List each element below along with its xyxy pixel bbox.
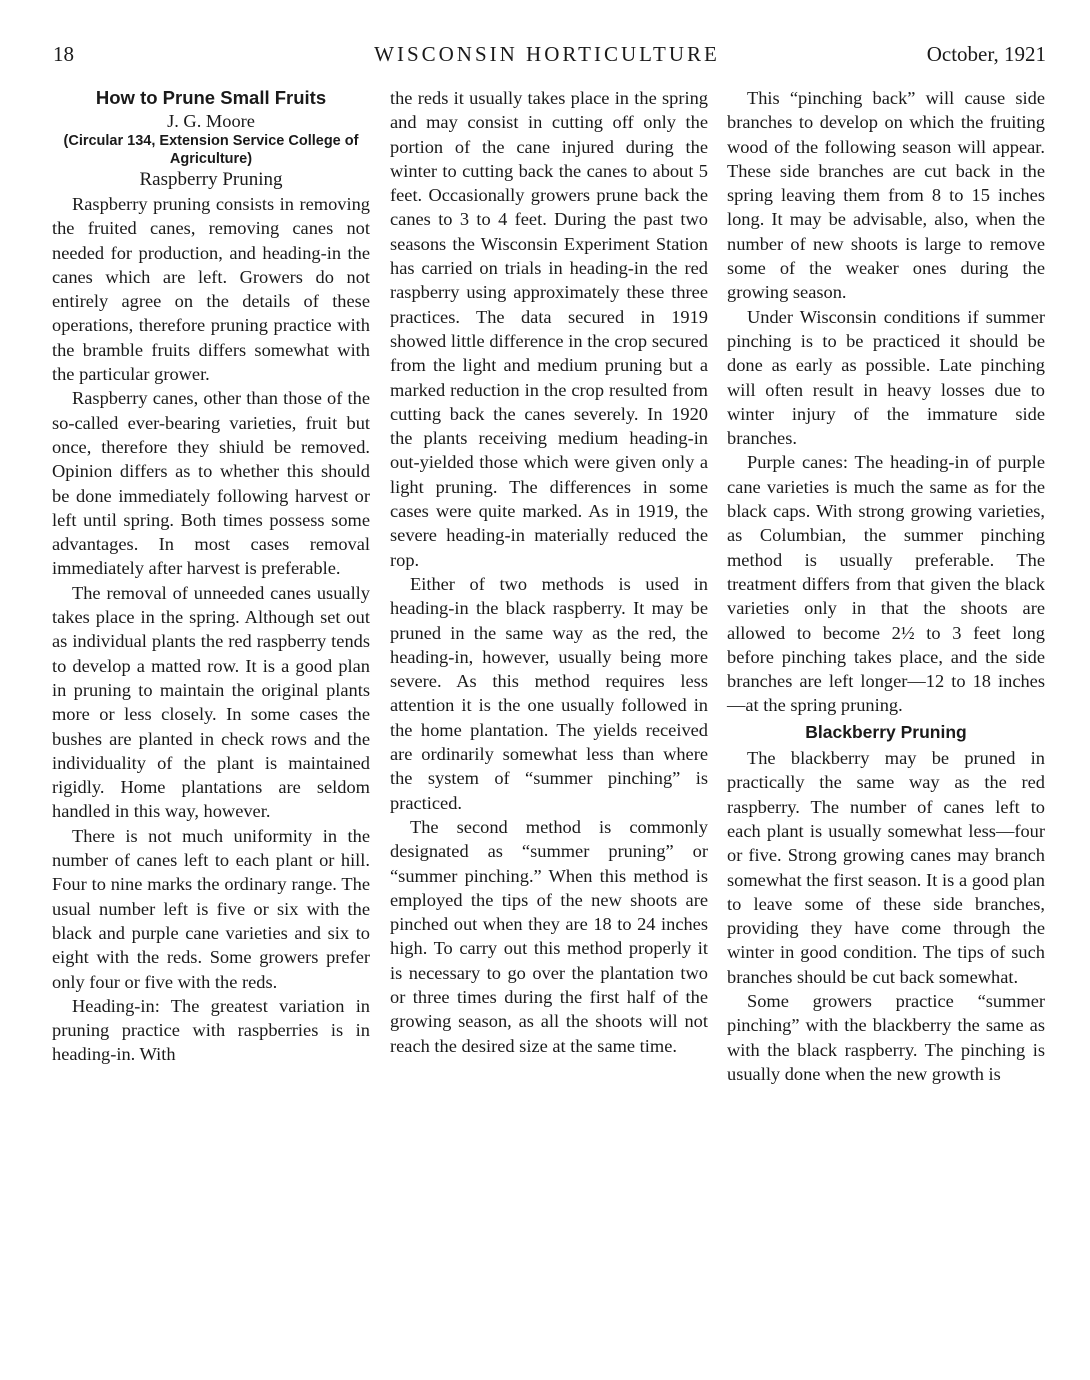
article-subtitle: Raspberry Pruning bbox=[139, 169, 283, 190]
section-heading: Blackberry Pruning bbox=[805, 721, 967, 742]
paragraph: Either of two methods is used in heading-in the black raspberry. It may be pruned in the same way as the red, the heading-in, however, usually being more severe. As this method requires less attention it is the one usually followed in the home plantation. The yields received are ordinarily somewhat less than where the system of “summer pinching” is practiced. bbox=[390, 573, 708, 813]
issue-date: October, 1921 bbox=[926, 42, 1046, 66]
page-header bbox=[48, 42, 1046, 72]
paragraph: Under Wisconsin conditions if summer pinching is to be practiced it should be done as early as possible. Late pinching will often result in heavy losses due to winter injury of the immature side branches. bbox=[727, 306, 1045, 449]
paragraph: The removal of unneeded canes usually takes place in the spring. Although set out as individual plants the red raspberry tends to develop a matted row. It is a good plan in pruning to maintain the original plants more or less closely. In some cases the bushes are planted in check rows and the individuality of the plant is maintained rigidly. Home plantations are seldom handled in this way, however. bbox=[52, 582, 370, 822]
column-2 bbox=[390, 86, 708, 1058]
article-author: J. G. Moore bbox=[167, 111, 255, 131]
paragraph: The second method is commonly designated as “summer pruning” or “summer pinching.” When this method is employed the tips of the new shoots are pinched out when they are 18 to 24 inches high. To carry out this method properly it is necessary to go over the plantation two or three times during the first half of the growing season, as all the shoots will not reach the desired size at the same time. bbox=[390, 816, 708, 1056]
page-number: 18 bbox=[53, 42, 74, 66]
source-note: (Circular 134, Extension Service College of Agriculture) bbox=[63, 133, 359, 167]
paragraph: Raspberry canes, other than those of the so-called ever-bearing varieties, fruit but once, therefore they shiuld be removed. Opinion differs as to whether this should be done immediately following harvest or left until spring. Both times possess some advantages. In most cases removal immediately after harvest is preferable. bbox=[52, 388, 370, 579]
paragraph: Heading-in: The greatest variation in pruning practice with raspberries is in heading-in. With bbox=[52, 995, 370, 1065]
article-title: How to Prune Small Fruits bbox=[95, 87, 327, 108]
column-1 bbox=[52, 86, 370, 1067]
paragraph: Purple canes: The heading-in of purple cane varieties is much the same as for the black caps. With strong growing varieties, as Columbian, the summer pinching method is usually preferable. The treatment differs from that given the black varieties only in that the shoots are allowed to become 2½ to 3 feet long before pinching takes place, and the side branches are left longer—12 to 18 inches—at the spring pruning. bbox=[727, 452, 1045, 716]
paragraph: The blackberry may be pruned in practically the same way as the red raspberry. The number of canes left to each plant is usually somewhat less—four or five. Strong growing canes may branch somewhat the first season. It is a good plan to leave some of these side branches, providing they have come through the winter in good condition. The tips of such branches should be cut back somewhat. bbox=[727, 748, 1045, 987]
journal-title: WISCONSIN HORTICULTURE bbox=[374, 42, 720, 66]
paragraph: Raspberry pruning consists in removing the fruited canes, removing canes not needed for production, and heading-in the canes which are left. Growers do not entirely agree on the details of these operations, therefore pruning practice with the bramble fruits differs somewhat with the particular grower. bbox=[52, 194, 370, 385]
paragraph: There is not much uniformity in the number of canes left to each plant or hill. Four to nine marks the ordinary range. The usual number left is five or six with the black and purple cane varieties and six to eight with the reds. Some growers prefer only four or five with the reds. bbox=[52, 825, 370, 992]
paragraph: Some growers practice “summer pinching” with the blackberry the same as with the black raspberry. The pinching is usually done when the new growth is bbox=[727, 990, 1045, 1084]
paragraph: This “pinching back” will cause side branches to develop on which the fruiting wood of the following season will appear. These side branches are cut back in the spring leaving them from 8 to 15 inches long. It may be advisable, also, when the number of new shoots is large to remove some of the weaker ones during the growing season. bbox=[727, 88, 1045, 303]
column-3 bbox=[727, 86, 1045, 1086]
paragraph: the reds it usually takes place in the spring and may consist in cutting off only the portion of the cane injured during the winter to cutting back the canes to about 5 feet. Occasionally growers prune back the canes to 3 to 4 feet. During the past two seasons the Wisconsin Experiment Station has carried on trials in heading-in the red raspberry using approximately these three practices. The data secured in 1919 showed little difference in the crop secured from the light and medium pruning but a marked reduction in the crop resulted from cutting back the canes severely. In 1920 the plants receiving medium heading-in out-yielded those which were given only a light pruning. The differences in some cases were quite marked. As in 1919, the severe heading-in materially reduced the rop. bbox=[390, 88, 708, 570]
